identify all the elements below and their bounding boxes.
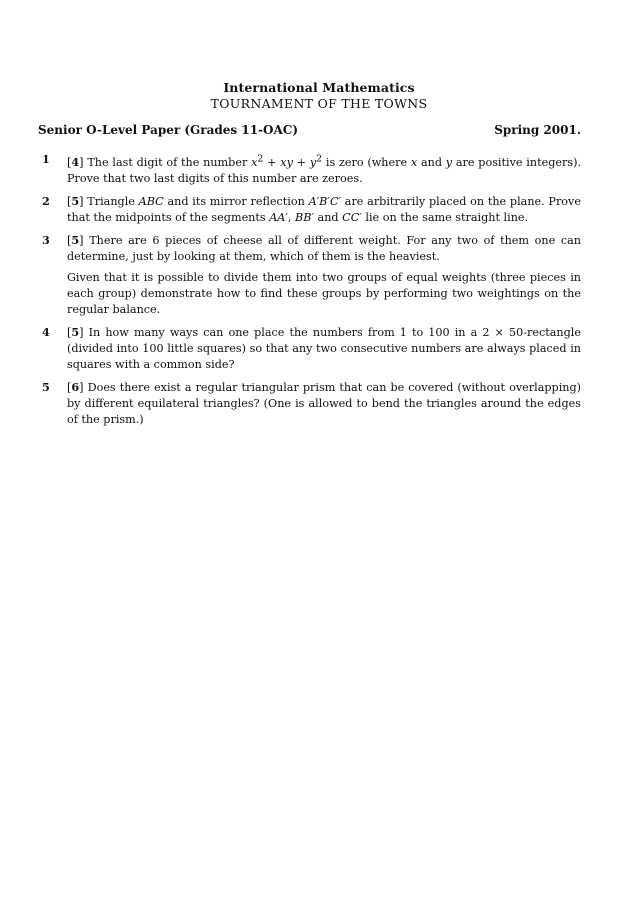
problem-1 <box>42 151 581 187</box>
problem-points: [4] <box>67 154 84 169</box>
problem-number: 4 <box>42 324 50 339</box>
problem-continuation: Given that it is possible to divide them into two groups of equal weights (three pieces in each group) demonstrate how to find these groups by performing two weightings on the regular balance. <box>67 270 581 316</box>
problem-points: [5] <box>67 324 84 339</box>
problem-text: [5] In how many ways can one place the numbers from 1 to 100 in a 2 × 50-rectangle (divided into 100 little squares) so that any two consecutive numbers are always placed in squares with a common side? <box>67 324 581 371</box>
problem-text: [4] The last digit of the number $x^2$ + xy + $y^2$ is zero (where x and y are positive integers). Prove that two last digits of this number are zeroes. <box>67 153 581 185</box>
subheader <box>38 123 581 137</box>
problem-3 <box>42 232 581 318</box>
paper-level: Senior O-Level Paper (Grades 11-OAC) <box>38 123 299 137</box>
problem-points: [5] <box>67 193 84 208</box>
problem-points: [5] <box>67 232 84 247</box>
problem-number: 2 <box>42 193 50 208</box>
header-line-1: International Mathematics <box>223 80 415 95</box>
problem-list <box>42 151 581 434</box>
problem-text: [6] Does there exist a regular triangular prism that can be covered (without overlapping) by different equilateral triangles? (One is allowed to bend the triangles around the edges of the prism.) <box>67 379 582 426</box>
problem-number: 3 <box>42 232 50 247</box>
problem-number: 5 <box>42 379 50 394</box>
problem-5 <box>42 379 581 428</box>
problem-text: [5] There are 6 pieces of cheese all of different weight. For any two of them one can determine, just by looking at them, which of them is the heaviest. <box>67 232 581 263</box>
problem-points: [6] <box>67 379 84 394</box>
problem-text: [5] Triangle ABC and its mirror reflection A′B′C′ are arbitrarily placed on the plane. Prove that the midpoints of the segments AA′, BB′ and CC′ lie on the same straight line. <box>67 193 581 224</box>
problem-4 <box>42 324 581 373</box>
header-line-2: TOURNAMENT OF THE TOWNS <box>210 96 428 111</box>
problem-number: 1 <box>42 152 50 166</box>
paper-season: Spring 2001. <box>494 123 581 137</box>
problem-2 <box>42 193 581 226</box>
